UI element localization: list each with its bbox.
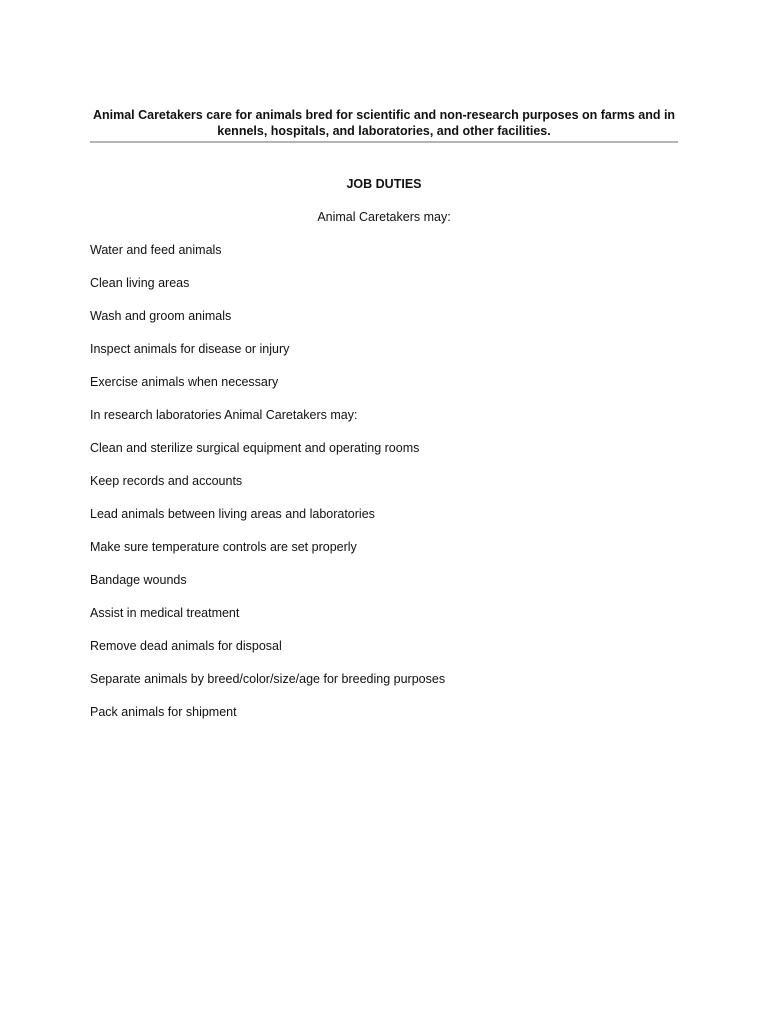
duty-item: Remove dead animals for disposal (90, 639, 282, 653)
duty-item: Keep records and accounts (90, 474, 243, 488)
duty-item: Clean living areas (90, 276, 190, 290)
duty-list (90, 243, 445, 738)
duty-item: Inspect animals for disease or injury (90, 342, 290, 356)
duty-item: Lead animals between living areas and laboratories (90, 507, 375, 521)
duty-item: Pack animals for shipment (90, 705, 237, 719)
intro-paragraph: Animal Caretakers care for animals bred for scientific and non-research purposes on farms and in kennels, hospitals, and laboratories, and other facilities. (92, 108, 676, 138)
duty-item: Assist in medical treatment (90, 606, 240, 620)
duty-item: Bandage wounds (90, 573, 187, 587)
section-lead: Animal Caretakers may: (317, 210, 451, 224)
duty-item: Clean and sterilize surgical equipment and operating rooms (90, 441, 420, 455)
duty-item: Wash and groom animals (90, 309, 232, 323)
duty-item: Make sure temperature controls are set properly (90, 540, 357, 554)
duty-item: In research laboratories Animal Caretakers may: (90, 408, 358, 422)
section-heading: JOB DUTIES (346, 177, 422, 191)
horizontal-rule (90, 141, 678, 143)
duty-item: Water and feed animals (90, 243, 222, 257)
duty-item: Exercise animals when necessary (90, 375, 279, 389)
duty-item: Separate animals by breed/color/size/age for breeding purposes (90, 672, 446, 686)
